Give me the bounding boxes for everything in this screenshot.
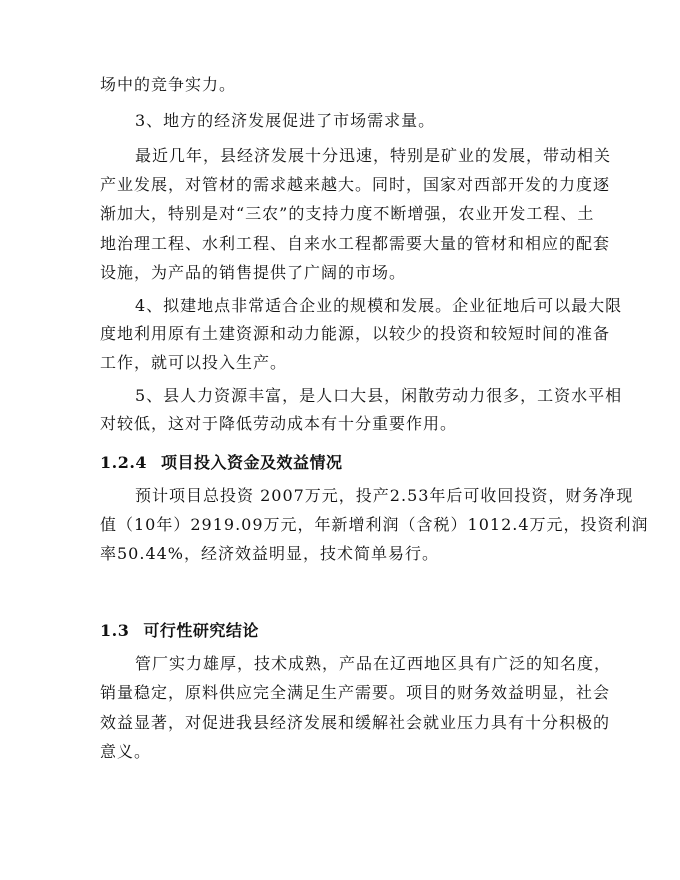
section-number: 1.2.4 <box>100 453 148 472</box>
paragraph-line: 产业发展，对管材的需求越来越大。同时，国家对西部开发的力度逐 <box>100 175 611 194</box>
paragraph-line: 4、拟建地点非常适合企业的规模和发展。企业征地后可以最大限 <box>135 296 623 315</box>
paragraph-line: 意义。 <box>100 742 152 761</box>
paragraph-line: 对较低，这对于降低劳动成本有十分重要作用。 <box>100 414 458 433</box>
paragraph-line: 度地利用原有土建资源和动力能源，以较少的投资和较短时间的准备 <box>100 324 611 343</box>
paragraph-line: 3、地方的经济发展促进了市场需求量。 <box>135 111 436 130</box>
paragraph-line: 效益显著，对促进我县经济发展和缓解社会就业压力具有十分积极的 <box>100 713 611 732</box>
section-number: 1.3 <box>100 621 130 640</box>
section-heading <box>0 452 680 474</box>
paragraph-line: 预计项目总投资 2007万元，投产2.53年后可收回投资，财务净现 <box>135 486 634 505</box>
paragraph-line: 销量稳定，原料供应完全满足生产需要。项目的财务效益明显，社会 <box>100 683 611 702</box>
section-title: 可行性研究结论 <box>143 621 259 640</box>
paragraph-line: 管厂实力雄厚，技术成熟，产品在辽西地区具有广泛的知名度， <box>135 654 612 673</box>
paragraph-line: 5、县人力资源丰富，是人口大县，闲散劳动力很多，工资水平相 <box>135 386 623 405</box>
paragraph-line: 率50.44%，经济效益明显，技术简单易行。 <box>100 544 440 563</box>
paragraph-line: 最近几年，县经济发展十分迅速，特别是矿业的发展，带动相关 <box>135 146 612 165</box>
paragraph-line: 值（10年）2919.09万元，年新增利润（含税）1012.4万元，投资利润 <box>100 515 649 534</box>
paragraph-line: 设施，为产品的销售提供了广阔的市场。 <box>100 263 407 282</box>
paragraph-line: 场中的竞争实力。 <box>100 75 237 94</box>
section-heading <box>0 620 680 642</box>
paragraph-line: 地治理工程、水利工程、自来水工程都需要大量的管材和相应的配套 <box>100 234 611 253</box>
paragraph-line: 工作，就可以投入生产。 <box>100 353 288 372</box>
paragraph-line: 渐加大，特别是对“三农”的支持力度不断增强，农业开发工程、土 <box>100 204 595 223</box>
section-title: 项目投入资金及效益情况 <box>161 453 343 472</box>
